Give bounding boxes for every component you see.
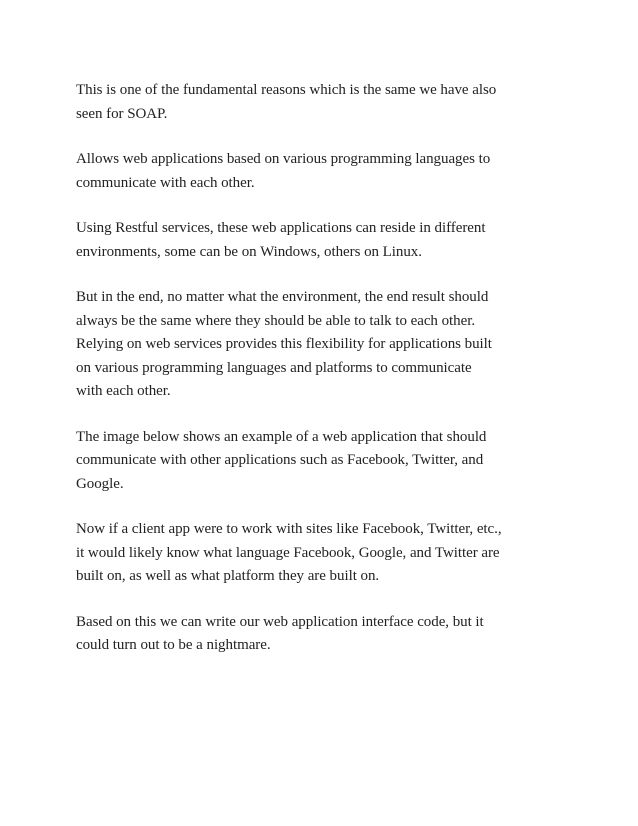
text-line: with each other.	[76, 383, 171, 399]
text-line: The image below shows an example of a web application that should	[76, 428, 487, 445]
text-line: communicate with other applications such as Facebook, Twitter, and	[76, 452, 484, 468]
text-line: Google.	[76, 475, 124, 492]
text-line: Based on this we can write our web application interface code, but it	[76, 613, 484, 630]
paragraph-flexibility	[76, 286, 566, 404]
paragraph-soap-reason	[76, 79, 566, 126]
text-line: communicate with each other.	[76, 174, 255, 191]
document-body	[76, 79, 566, 680]
text-line: it would likely know what language Facebook, Google, and Twitter are	[76, 544, 500, 561]
text-line: Now if a client app were to work with sites like Facebook, Twitter, etc.,	[76, 521, 502, 537]
paragraph-interface-code	[76, 611, 566, 658]
text-line: Using Restful services, these web applications can reside in different	[76, 220, 486, 236]
paragraph-languages	[76, 148, 566, 195]
text-line: seen for SOAP.	[76, 105, 168, 122]
text-line: But in the end, no matter what the environment, the end result should	[76, 289, 489, 305]
text-line: environments, some can be on Windows, others on Linux.	[76, 243, 422, 260]
text-line: This is one of the fundamental reasons which is the same we have also	[76, 82, 497, 98]
text-line: always be the same where they should be able to talk to each other.	[76, 312, 476, 329]
text-line: built on, as well as what platform they are built on.	[76, 568, 380, 584]
text-line: could turn out to be a nightmare.	[76, 637, 271, 653]
text-line: Relying on web services provides this flexibility for applications built	[76, 336, 492, 352]
paragraph-environments	[76, 217, 566, 264]
paragraph-client-app	[76, 518, 566, 589]
text-line: on various programming languages and platforms to communicate	[76, 359, 472, 376]
text-line: Allows web applications based on various programming languages to	[76, 151, 491, 167]
paragraph-image-example	[76, 426, 566, 497]
